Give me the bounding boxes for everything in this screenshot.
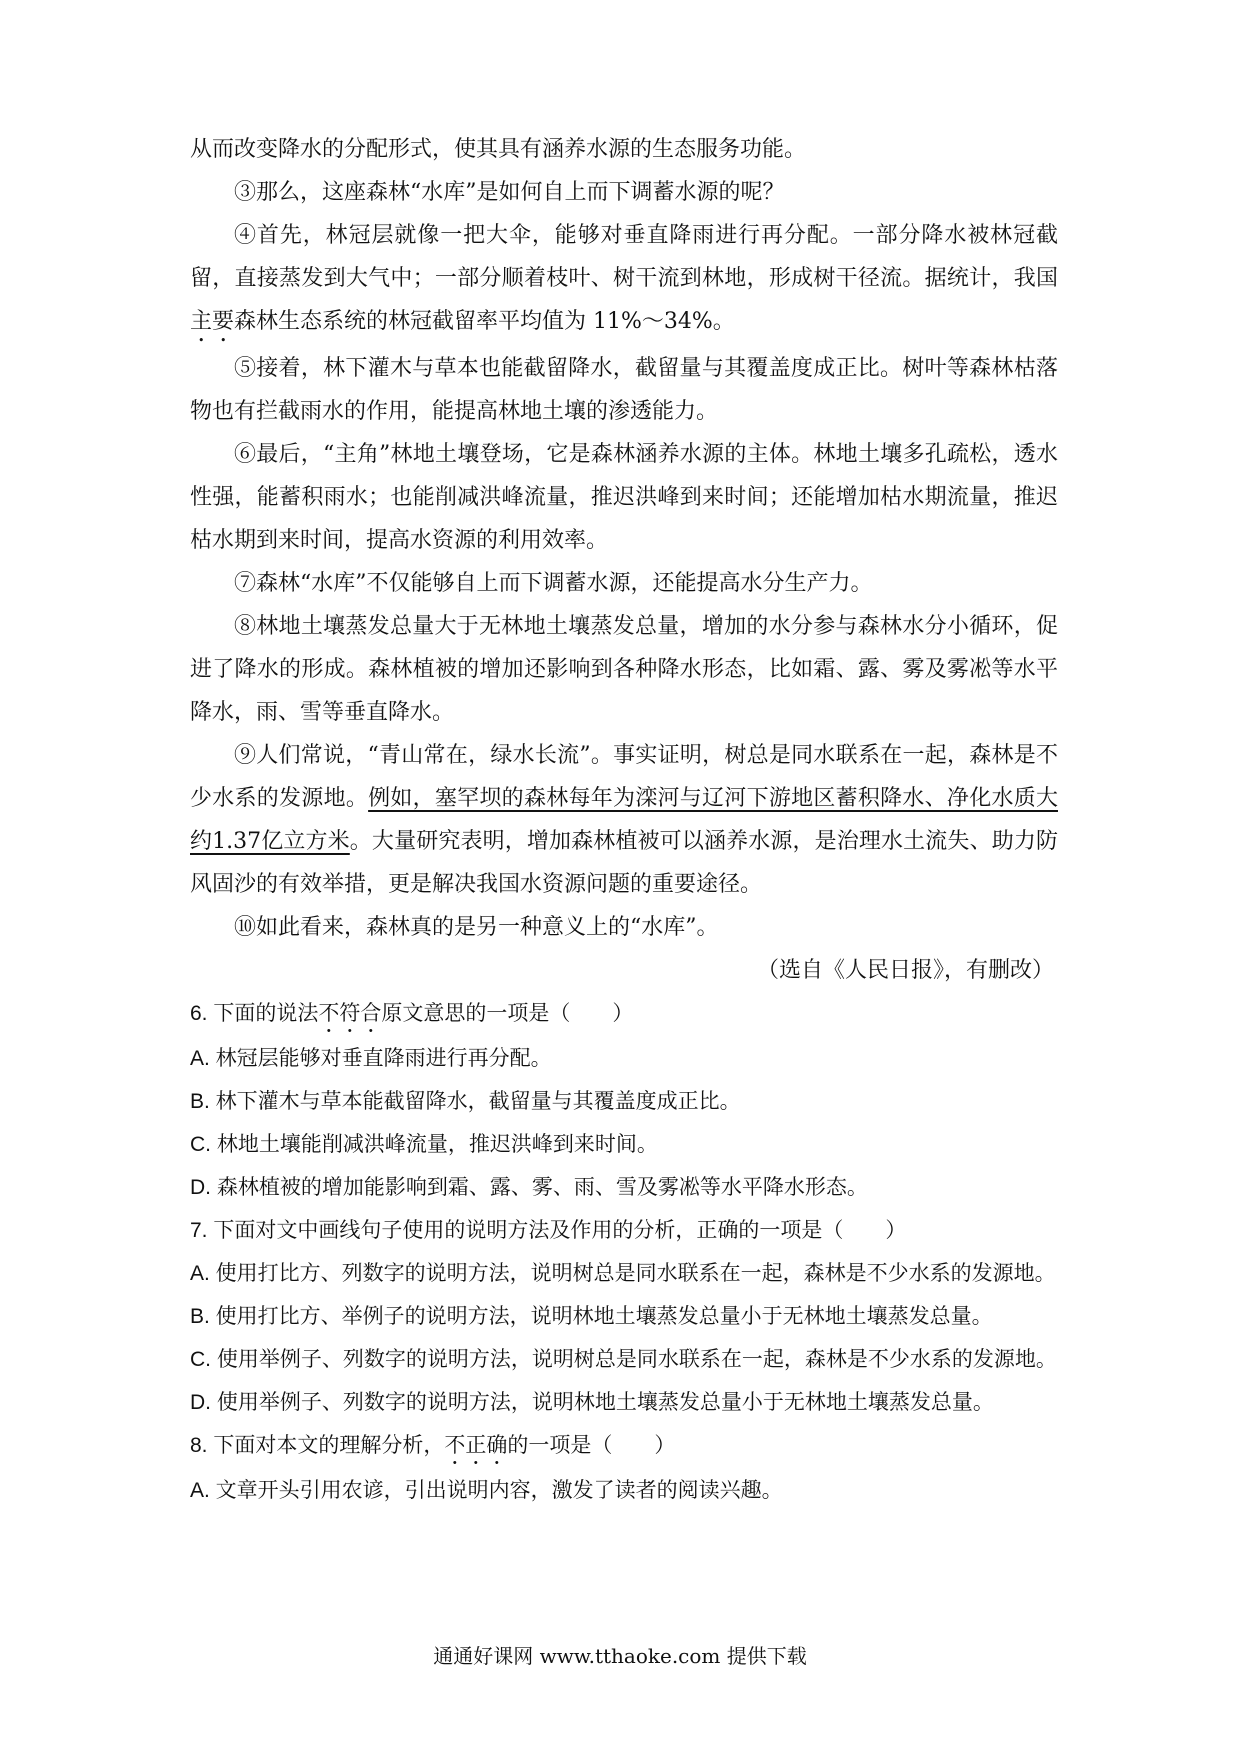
question-7-option-d: D. 使用举例子、列数字的说明方法，说明林地土壤蒸发总量小于无林地土壤蒸发总量。 — [190, 1391, 994, 1414]
emphasis-dots: 主要 — [190, 309, 235, 334]
source-note: （选自《人民日报》，有删改） — [756, 958, 1054, 983]
question-8-stem: 8. 下面对本文的理解分析，不正确的一项是（ ） — [190, 1434, 676, 1457]
question-6-option-c: C. 林地土壤能削减洪峰流量，推迟洪峰到来时间。 — [190, 1133, 658, 1156]
emphasis-dots: 不正确 — [444, 1434, 508, 1457]
paragraph-continuation: 从而改变降水的分配形式，使其具有涵养水源的生态服务功能。 — [190, 137, 807, 162]
underlined-sentence: 例如，塞罕坝的森林每年为滦河与辽河下游地区蓄积降水、净化水质大约1.37亿立方米 — [190, 786, 1058, 854]
paragraph-6: ⑥最后，“主角”林地土壤登场，它是森林涵养水源的主体。林地土壤多孔疏松，透水性强，能蓄积雨水；也能削减洪峰流量，推迟洪峰到来时间；还能增加枯水期流量，推迟枯水期到来时间，提高水资源的利用效率。 — [190, 442, 1058, 553]
emphasis-dots: 不符合 — [318, 1002, 382, 1025]
question-6-option-a: A. 林冠层能够对垂直降雨进行再分配。 — [190, 1047, 552, 1070]
passage — [190, 128, 1058, 1512]
paragraph-5: ⑤接着，林下灌木与草本也能截留降水，截留量与其覆盖度成正比。树叶等森林枯落物也有拦截雨水的作用，能提高林地土壤的渗透能力。 — [190, 356, 1058, 424]
page-footer: 通通好课网 www.tthaoke.com 提供下载 — [433, 1644, 807, 1668]
paragraph-7: ⑦森林“水库”不仅能够自上而下调蓄水源，还能提高水分生产力。 — [234, 571, 873, 596]
question-7-option-c: C. 使用举例子、列数字的说明方法，说明树总是同水联系在一起，森林是不少水系的发源地。 — [190, 1348, 1057, 1371]
question-7-stem: 7. 下面对文中画线句子使用的说明方法及作用的分析，正确的一项是（ ） — [190, 1219, 907, 1242]
paragraph-8: ⑧林地土壤蒸发总量大于无林地土壤蒸发总量，增加的水分参与森林水分小循环，促进了降水的形成。森林植被的增加还影响到各种降水形态，比如霜、露、雾及雾凇等水平降水，雨、雪等垂直降水。 — [190, 614, 1058, 725]
paragraph-10: ⑩如此看来，森林真的是另一种意义上的“水库”。 — [234, 915, 719, 940]
question-8-option-a: A. 文章开头引用农谚，引出说明内容，激发了读者的阅读兴趣。 — [190, 1479, 783, 1502]
paragraph-9: ⑨人们常说，“青山常在，绿水长流”。事实证明，树总是同水联系在一起，森林是不少水系的发源地。例如，塞罕坝的森林每年为滦河与辽河下游地区蓄积降水、净化水质大约1.37亿立方米。大量研究表明，增加森林植被可以涵养水源，是治理水土流失、助力防风固沙的有效举措，更是解决我国水资源问题的重要途径。 — [190, 743, 1058, 897]
question-6-stem: 6. 下面的说法不符合原文意思的一项是（ ） — [190, 1002, 634, 1025]
question-7-option-b: B. 使用打比方、举例子的说明方法，说明林地土壤蒸发总量小于无林地土壤蒸发总量。 — [190, 1305, 993, 1328]
question-6-option-d: D. 森林植被的增加能影响到霜、露、雾、雨、雪及雾凇等水平降水形态。 — [190, 1176, 868, 1199]
question-6-option-b: B. 林下灌木与草本能截留降水，截留量与其覆盖度成正比。 — [190, 1090, 741, 1113]
paragraph-3: ③那么，这座森林“水库”是如何自上而下调蓄水源的呢？ — [234, 180, 785, 205]
paragraph-4: ④首先，林冠层就像一把大伞，能够对垂直降雨进行再分配。一部分降水被林冠截留，直接蒸发到大气中；一部分顺着枝叶、树干流到林地，形成树干径流。据统计，我国主要森林生态系统的林冠截留率平均值为 11%～34%。 — [190, 223, 1058, 334]
question-7-option-a: A. 使用打比方、列数字的说明方法，说明树总是同水联系在一起，森林是不少水系的发源地。 — [190, 1262, 1056, 1285]
